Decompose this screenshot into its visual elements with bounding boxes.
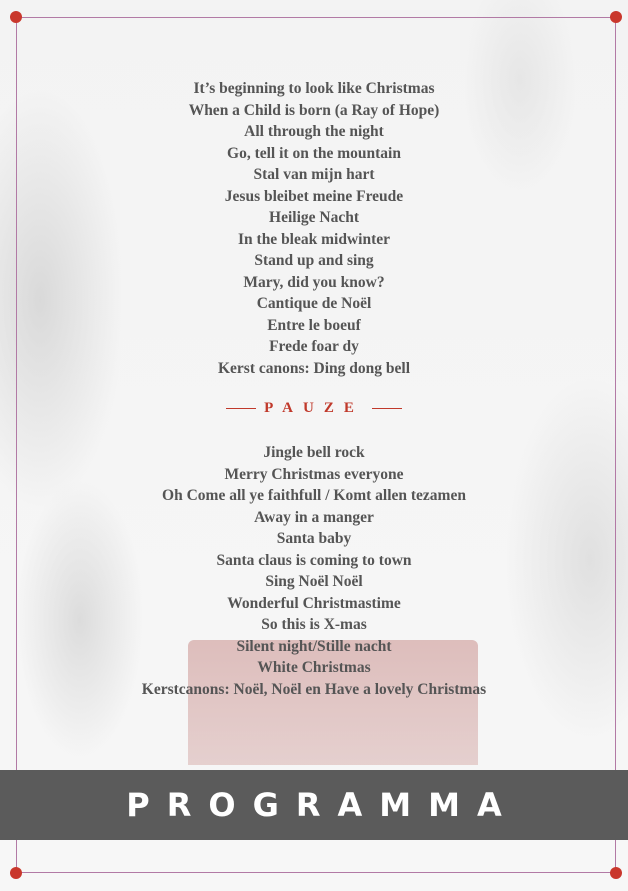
song-title: So this is X-mas (261, 616, 367, 633)
song-title: Heilige Nacht (269, 209, 359, 226)
song-title: Kerst canons: Ding dong bell (217, 359, 411, 377)
song-title: Stand up and sing (254, 252, 374, 269)
song-title: When a Child is born (a Ray of Hope) (188, 101, 440, 119)
song-title: It’s beginning to look like Christmas (193, 80, 435, 97)
song-title: Entre le boeuf (267, 316, 361, 334)
song-title: Cantique de Noël (256, 295, 372, 312)
song-title: Silent night/Stille nacht (236, 637, 392, 655)
song-title: Merry Christmas everyone (224, 465, 404, 483)
program-list-part2 (0, 442, 628, 700)
song-title: Frede foar dy (269, 338, 359, 355)
song-title: All through the night (244, 123, 384, 140)
song-title: Jesus bleibet meine Freude (224, 187, 404, 205)
pause-divider (0, 400, 628, 417)
song-title: White Christmas (257, 659, 371, 676)
banner-title: PROGRAMMA (126, 786, 519, 824)
song-title: Santa claus is coming to town (216, 551, 412, 569)
corner-dot-icon (610, 867, 622, 879)
song-title: Stal van mijn hart (253, 166, 375, 183)
program-list-part1 (0, 78, 628, 379)
song-title: Wonderful Christmastime (227, 594, 401, 612)
song-title: Away in a manger (254, 508, 374, 526)
corner-dot-icon (10, 11, 22, 23)
dash-line (226, 408, 256, 410)
song-title: Oh Come all ye faithfull / Komt allen tezamen (162, 487, 466, 504)
song-title: Go, tell it on the mountain (227, 144, 401, 162)
pause-label: PAUZE (264, 400, 364, 416)
title-banner (0, 770, 628, 840)
song-title: In the bleak midwinter (238, 230, 390, 248)
corner-dot-icon (610, 11, 622, 23)
song-title: Sing Noël Noël (265, 573, 363, 590)
dash-line (372, 408, 402, 410)
song-title: Santa baby (276, 530, 352, 547)
corner-dot-icon (10, 867, 22, 879)
song-title: Kerstcanons: Noël, Noël en Have a lovely Christmas (141, 680, 487, 698)
song-title: Mary, did you know? (243, 273, 385, 291)
song-title: Jingle bell rock (263, 444, 365, 461)
